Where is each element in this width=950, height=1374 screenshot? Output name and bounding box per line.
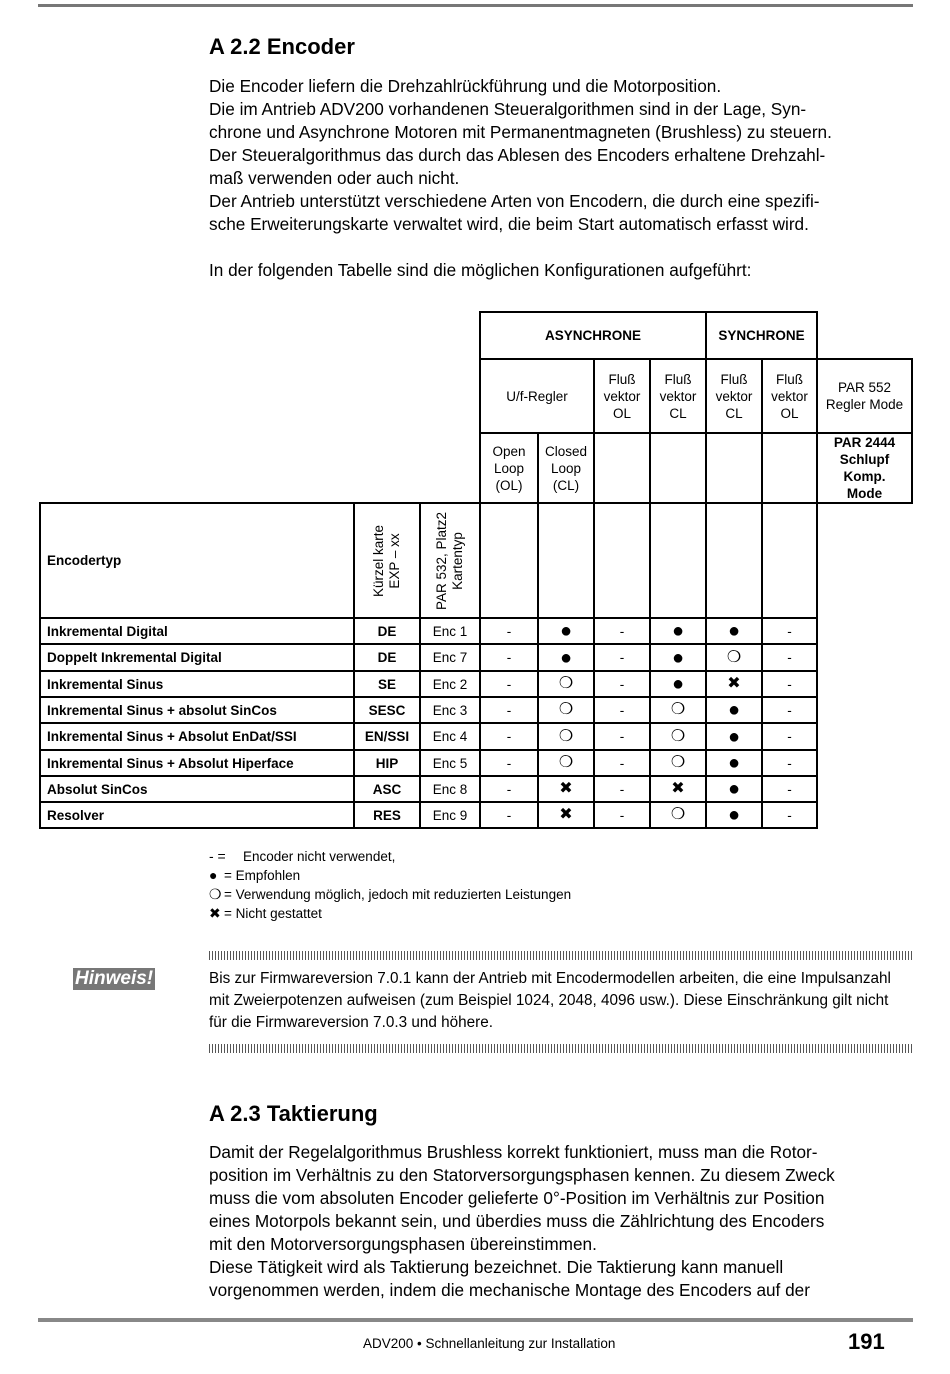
header-sync-fluss-vektor-ol-line: vektor (771, 388, 808, 404)
header-empty-cell (479, 502, 539, 619)
config-cell-text: ❍ (670, 727, 686, 745)
config-cell-text: ● (727, 699, 741, 721)
encoder-name-cell (39, 775, 355, 803)
header-open-loop-line: (OL) (495, 477, 523, 493)
config-cell (537, 670, 595, 698)
config-cell-text: ✖ (671, 780, 685, 797)
config-cell-text: - (506, 702, 512, 718)
header-fluss-vektor-ol (593, 358, 651, 434)
card-code-cell (353, 617, 421, 645)
config-cell (593, 722, 651, 751)
config-cell-text: - (506, 623, 512, 639)
config-cell-text: ✖ (559, 806, 573, 823)
section-title-encoder: A 2.2 Encoder (209, 34, 355, 59)
config-cell (649, 696, 707, 724)
config-cell (479, 722, 539, 751)
header-empty-cell (761, 432, 818, 504)
config-cell-text: - (506, 650, 512, 665)
encoder-name-cell-text: Inkremental Sinus (47, 676, 164, 692)
header-empty-cell (705, 432, 763, 504)
encoder-name-cell (39, 617, 355, 645)
card-code-cell-text: EN/SSI (364, 729, 410, 744)
encoder-name-cell (39, 696, 355, 724)
encoder-name-cell-text: Resolver (47, 807, 105, 823)
config-cell (593, 749, 651, 777)
encoder-name-cell-text: Inkremental Sinus + Absolut EnDat/SSI (47, 729, 297, 744)
config-cell (537, 775, 595, 803)
legend (209, 847, 571, 923)
config-cell (761, 696, 818, 724)
config-cell (761, 643, 818, 672)
encoder-paragraph (209, 75, 909, 236)
config-cell (479, 617, 539, 645)
header-par532-text (434, 511, 466, 609)
card-type-cell-text: Enc 1 (432, 623, 468, 639)
config-cell-text: ❍ (670, 754, 686, 771)
config-cell (761, 801, 818, 829)
header-empty-cell (761, 502, 818, 619)
config-cell (537, 696, 595, 724)
header-empty-cell (649, 432, 707, 504)
config-cell-text: - (787, 650, 792, 665)
config-cell-text: ● (727, 778, 741, 800)
paragraph-line: sche Erweiterungskarte verwaltet wird, die beim Start automatisch erfasst wird. (209, 214, 809, 234)
paragraph-line: maß verwenden oder auch nicht. (209, 168, 460, 188)
config-cell (537, 643, 595, 672)
section-title-taktierung: A 2.3 Taktierung (209, 1101, 378, 1126)
config-cell-text: - (787, 702, 792, 718)
config-cell-text: - (506, 807, 512, 823)
header-fluss-vektor-ol-line: OL (612, 405, 631, 421)
note-line: für die Firmwareversion 7.0.3 und höhere. (209, 1014, 493, 1031)
config-cell-text: ● (671, 673, 685, 695)
card-type-cell (419, 643, 481, 672)
header-fluss-vektor-ol-line: Fluß (608, 371, 636, 387)
paragraph-line: Der Antrieb unterstützt verschiedene Arten von Encodern, die durch eine spezifi- (209, 191, 820, 211)
config-cell (761, 749, 818, 777)
header-par552 (816, 358, 913, 434)
paragraph-line: Die Encoder liefern die Drehzahlrückführung und die Motorposition. (209, 76, 722, 96)
header-asynchrone (479, 311, 707, 360)
header-uf-regler (479, 358, 595, 434)
card-code-cell-text: ASC (372, 781, 402, 797)
config-cell (705, 775, 763, 803)
config-cell-text: ❍ (670, 806, 686, 823)
encoder-name-cell (39, 670, 355, 698)
encoder-name-cell-text: Doppelt Inkremental Digital (47, 650, 222, 665)
card-type-cell-text: Enc 4 (432, 729, 468, 744)
config-cell-text: - (619, 755, 625, 771)
config-cell (649, 749, 707, 777)
card-code-cell (353, 801, 421, 829)
header-par532-line: PAR 532, Platz2 (434, 511, 449, 610)
paragraph-line: Die im Antrieb ADV200 vorhandenen Steueralgorithmen sind in der Lage, Syn- (209, 99, 807, 119)
config-cell (705, 801, 763, 829)
config-cell (649, 722, 707, 751)
header-par2444-text (818, 434, 911, 502)
header-par552-text (826, 379, 903, 413)
config-cell (593, 801, 651, 829)
config-cell-text: ● (727, 725, 741, 748)
config-cell (537, 722, 595, 751)
config-cell (593, 617, 651, 645)
config-cell (761, 775, 818, 803)
header-closed-loop-line: (CL) (552, 477, 580, 493)
card-code-cell (353, 670, 421, 698)
header-uf-regler-text: U/f-Regler (506, 388, 568, 404)
config-cell-text: ✖ (559, 780, 573, 797)
config-cell (705, 696, 763, 724)
legend-item-possible: ❍ = Verwendung möglich, jedoch mit reduzierten Leistungen (209, 886, 572, 902)
header-fluss-vektor-ol-text (604, 371, 641, 422)
config-cell (705, 749, 763, 777)
header-empty-cell (593, 502, 651, 619)
card-code-cell-text: RES (373, 807, 401, 823)
header-par552-line: PAR 552 (837, 380, 891, 395)
card-code-cell-text: DE (377, 623, 397, 639)
header-par2444-line: PAR 2444 (833, 435, 896, 450)
card-code-cell-text: DE (377, 650, 397, 665)
header-sync-fluss-vektor-ol (761, 358, 818, 434)
header-par532-line: Kartentyp (450, 531, 465, 590)
paragraph-line: Diese Tätigkeit wird als Taktierung bezeichnet. Die Taktierung kann manuell (209, 1257, 784, 1277)
config-cell-text: - (619, 623, 625, 639)
card-type-cell (419, 775, 481, 803)
header-empty-cell (705, 502, 763, 619)
card-type-cell-text: Enc 2 (432, 676, 468, 692)
note-line: mit Zweierpotenzen aufweisen (zum Beispiel 1024, 2048, 4096 usw.). Diese Einschränkung gilt nicht (209, 992, 889, 1009)
card-code-cell-text: SE (377, 676, 396, 692)
config-cell (649, 643, 707, 672)
header-empty-cell (537, 502, 595, 619)
header-fluss-vektor-cl-line: Fluß (664, 371, 692, 387)
header-par2444-line: Schlupf Komp. (839, 452, 890, 484)
config-cell-text: ❍ (558, 701, 574, 718)
config-cell (705, 617, 763, 645)
header-open-loop-line: Loop (493, 460, 525, 476)
config-cell (705, 670, 763, 698)
header-sync-fluss-vektor-ol-line: OL (780, 405, 799, 421)
config-cell (761, 617, 818, 645)
config-cell-text: - (787, 807, 792, 823)
card-code-cell (353, 696, 421, 724)
header-synchrone-text: SYNCHRONE (718, 328, 805, 343)
card-type-cell-text: Enc 7 (432, 650, 468, 665)
config-cell (649, 617, 707, 645)
header-sync-fluss-vektor-cl-text (716, 371, 753, 422)
config-cell-text: ● (559, 620, 573, 642)
legend-item-recommended: ● = Empfohlen (209, 867, 301, 883)
config-cell-text: - (506, 729, 512, 744)
config-cell-text: ❍ (726, 648, 742, 666)
header-open-loop-line: Open (492, 443, 526, 459)
header-open-loop-text (492, 443, 525, 494)
card-type-cell (419, 749, 481, 777)
encoder-name-cell (39, 749, 355, 777)
header-par552-line: Regler Mode (825, 397, 904, 412)
header-closed-loop-line: Loop (550, 460, 582, 476)
header-par2444-line: Mode (846, 486, 883, 501)
header-closed-loop-line: Closed (544, 443, 588, 459)
header-par2444 (816, 432, 913, 504)
table-intro: In der folgenden Tabelle sind die möglichen Konfigurationen aufgeführt: (209, 260, 752, 280)
config-cell-text: - (506, 755, 512, 771)
header-asynchrone-text: ASYNCHRONE (544, 328, 641, 343)
config-cell-text: - (619, 676, 625, 692)
header-synchrone (705, 311, 818, 360)
encoder-name-cell (39, 643, 355, 672)
card-type-cell-text: Enc 8 (432, 781, 468, 797)
header-fluss-vektor-cl-line: vektor (659, 388, 697, 404)
header-fluss-vektor-cl-line: CL (669, 405, 687, 421)
config-cell (537, 749, 595, 777)
config-cell-text: ❍ (558, 754, 574, 771)
config-cell-text: - (787, 623, 792, 639)
paragraph-line: position im Verhältnis zu den Statorversorgungsphasen kennen. Zu diesem Zweck (209, 1165, 835, 1185)
legend-item-not-allowed: ✖ = Nicht gestattet (209, 905, 322, 921)
config-cell-text: ❍ (558, 727, 574, 745)
card-code-cell-text: HIP (375, 755, 399, 771)
note-bottom-dashline (209, 1044, 913, 1053)
card-code-cell (353, 749, 421, 777)
note-line: Bis zur Firmwareversion 7.0.1 kann der Antrieb mit Encodermodellen arbeiten, die eine Impulsanzahl (209, 970, 891, 987)
card-type-cell (419, 670, 481, 698)
config-cell-text: - (619, 781, 625, 797)
config-cell-text: ❍ (670, 701, 686, 718)
config-cell (649, 775, 707, 803)
config-cell-text: ● (671, 620, 685, 642)
card-code-cell (353, 722, 421, 751)
taktierung-paragraph (209, 1141, 909, 1302)
config-cell-text: - (787, 729, 792, 744)
config-cell-text: - (619, 729, 625, 744)
card-code-cell (353, 643, 421, 672)
config-cell (537, 801, 595, 829)
page-number: 191 (848, 1329, 885, 1354)
header-sync-fluss-vektor-cl-line: CL (725, 405, 743, 421)
config-cell (479, 749, 539, 777)
config-cell-text: - (619, 650, 625, 665)
card-code-cell-text: SESC (368, 702, 406, 718)
header-sync-fluss-vektor-ol-line: Fluß (775, 371, 803, 387)
config-cell (537, 617, 595, 645)
config-cell-text: - (619, 702, 625, 718)
config-cell (649, 670, 707, 698)
header-sync-fluss-vektor-cl-line: Fluß (720, 371, 748, 387)
note-text (209, 968, 913, 1034)
header-encodertyp (39, 502, 355, 619)
legend-item-unused: - = Encoder nicht verwendet, (209, 848, 396, 864)
header-sync-fluss-vektor-cl-line: vektor (715, 388, 753, 404)
config-cell-text: - (506, 676, 512, 692)
note-top-dashline (209, 951, 913, 960)
config-cell-text: ● (559, 646, 573, 669)
config-cell (593, 696, 651, 724)
config-cell (479, 775, 539, 803)
paragraph-line: muss die vom absoluten Encoder gelieferte 0°-Position im Verhältnis zur Position (209, 1188, 825, 1208)
config-cell (479, 696, 539, 724)
config-cell (593, 670, 651, 698)
config-cell-text: ● (671, 646, 685, 669)
card-type-cell (419, 617, 481, 645)
encoder-name-cell (39, 722, 355, 751)
config-cell (479, 801, 539, 829)
header-fluss-vektor-ol-line: vektor (603, 388, 641, 404)
header-par532 (419, 502, 481, 619)
config-cell-text: - (787, 755, 792, 771)
card-type-cell-text: Enc 9 (432, 807, 468, 823)
header-encodertyp-text: Encodertyp (47, 553, 122, 568)
card-code-cell (353, 775, 421, 803)
header-sync-fluss-vektor-cl (705, 358, 763, 434)
header-fluss-vektor-cl (649, 358, 707, 434)
paragraph-line: mit den Motorversorgungsphasen übereinstimmen. (209, 1234, 597, 1254)
header-kuerzel-karte-text (371, 524, 403, 596)
config-cell (479, 643, 539, 672)
config-cell (761, 670, 818, 698)
encoder-name-cell-text: Inkremental Digital (47, 623, 168, 639)
encoder-name-cell-text: Inkremental Sinus + Absolut Hiperface (47, 755, 294, 771)
header-kuerzel-karte-line: Kürzel karte (371, 524, 386, 597)
paragraph-line: eines Motorpols bekannt sein, und überdies muss die Zählrichtung des Encoders (209, 1211, 825, 1231)
encoder-name-cell-text: Inkremental Sinus + absolut SinCos (47, 702, 277, 718)
config-cell (761, 722, 818, 751)
bottom-rule (38, 1318, 913, 1322)
config-cell (705, 722, 763, 751)
card-type-cell (419, 801, 481, 829)
config-cell (593, 643, 651, 672)
config-cell-text: ● (727, 804, 741, 826)
config-cell-text: ✖ (727, 675, 741, 692)
header-open-loop (479, 432, 539, 504)
card-type-cell (419, 722, 481, 751)
config-cell (593, 775, 651, 803)
card-type-cell (419, 696, 481, 724)
footer-title: ADV200 • Schnellanleitung zur Installation (363, 1336, 616, 1351)
card-type-cell-text: Enc 3 (432, 702, 468, 718)
config-cell-text: - (787, 781, 792, 797)
paragraph-line: Der Steueralgorithmus das durch das Ablesen des Encoders erhaltene Drehzahl- (209, 145, 826, 165)
header-closed-loop-text (545, 443, 587, 494)
note-label: Hinweis! (75, 968, 154, 989)
header-kuerzel-karte (353, 502, 421, 619)
header-kuerzel-karte-line: EXP – xx (387, 532, 402, 589)
config-cell-text: - (619, 807, 625, 823)
paragraph-line: vorgenommen werden, indem die mechanische Montage des Encoders auf der (209, 1280, 810, 1300)
config-cell-text: - (506, 781, 512, 797)
config-cell-text: ● (727, 620, 741, 642)
encoder-name-cell (39, 801, 355, 829)
header-sync-fluss-vektor-ol-text (771, 371, 808, 422)
config-cell (479, 670, 539, 698)
header-empty-cell (649, 502, 707, 619)
header-fluss-vektor-cl-text (660, 371, 697, 422)
header-empty-cell (593, 432, 651, 504)
paragraph-line: chrone und Asynchrone Motoren mit Permanentmagneten (Brushless) zu steuern. (209, 122, 832, 142)
config-cell-text: - (787, 676, 792, 692)
card-type-cell-text: Enc 5 (432, 755, 468, 771)
config-cell-text: ❍ (558, 675, 574, 692)
config-cell (649, 801, 707, 829)
config-cell (705, 643, 763, 672)
paragraph-line: Damit der Regelalgorithmus Brushless korrekt funktioniert, muss man die Rotor- (209, 1142, 818, 1162)
top-rule (38, 4, 913, 7)
header-closed-loop (537, 432, 595, 504)
config-cell-text: ● (727, 752, 741, 774)
encoder-name-cell-text: Absolut SinCos (47, 781, 148, 797)
